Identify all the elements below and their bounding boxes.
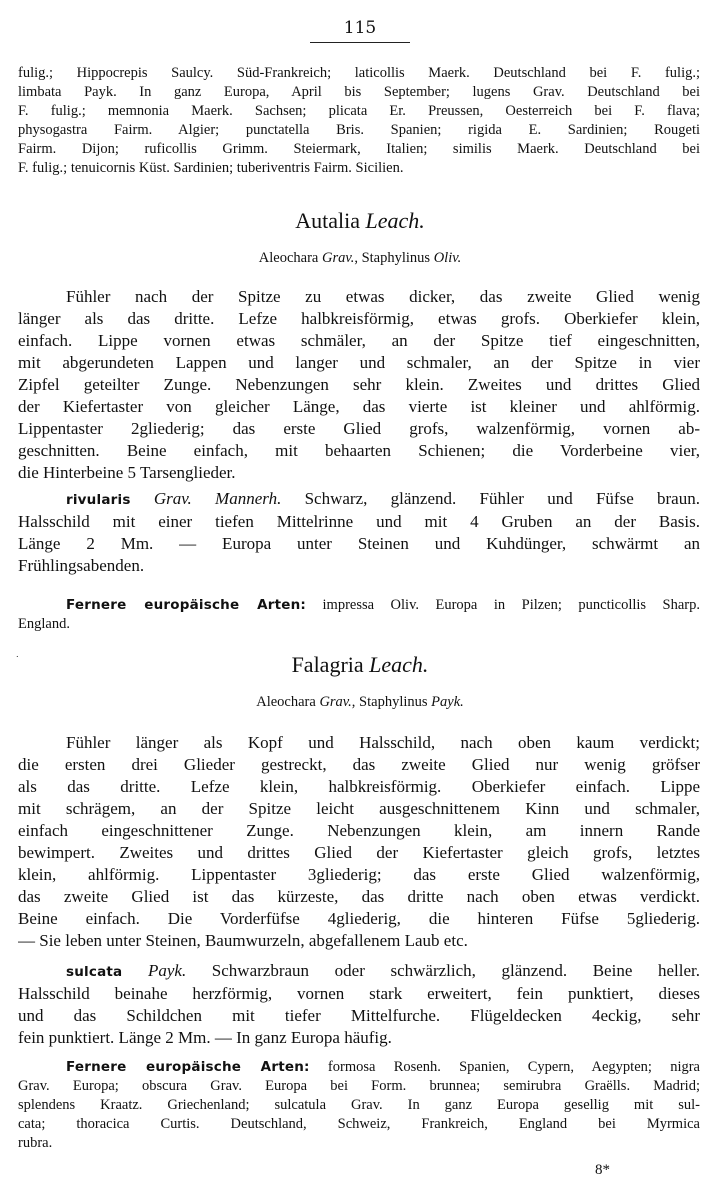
species-name: sulcata	[66, 964, 123, 980]
text-line: einfach. Lippe vornen etwas schmäler, an der Spitze tief eingeschnitten,	[18, 331, 700, 350]
synonym-text: Aleochara	[258, 250, 322, 266]
text-line: F. fulig.; tenuicornis Küst. Sardinien; tuberiventris Fairm. Sicilien.	[18, 160, 404, 176]
text-line: Beine einfach. Die Vorderfüfse 4gliederig, die hinteren Füfse 5gliederig.	[18, 909, 700, 928]
synonym-author: Oliv.	[433, 250, 462, 266]
synonym-text: , Staphylinus	[351, 694, 432, 710]
text-line: Fühler länger als Kopf und Halsschild, nach oben kaum verdickt;	[66, 733, 700, 752]
species-entry	[18, 488, 700, 577]
synonym-text: , Staphylinus	[354, 250, 434, 266]
text-line: der Kiefertaster von gleicher Länge, das vierte ist kleiner und ahlförmig.	[18, 397, 700, 416]
text-line: klein, ahlförmig. Lippentaster 3gliederig; das erste Glied walzenförmig,	[18, 865, 700, 884]
text-line	[18, 1058, 700, 1077]
text-line: Fairm. Dijon; ruficollis Grimm. Steiermark, Italien; similis Maerk. Deutschland bei	[18, 141, 700, 157]
text-line: geschnitten. Beine einfach, mit behaarten Schienen; die Vorderbeine vier,	[18, 441, 700, 460]
text-line: Länge 2 Mm. — Europa unter Steinen und Kuhdünger, schwärmt an	[18, 534, 700, 553]
text-line: als das dritte. Lefze klein, halbkreisförmig. Oberkiefer einfach. Lippe	[18, 777, 700, 796]
genus-description	[18, 732, 700, 952]
text-line: Zipfel geteilter Zunge. Nebenzungen sehr klein. Zweites und drittes Glied	[18, 375, 700, 394]
synonym-text: Aleochara	[256, 694, 320, 710]
species-entry	[18, 960, 700, 1049]
genus-description	[18, 286, 700, 484]
genus-synonyms	[0, 694, 720, 711]
text-line: England.	[18, 616, 70, 632]
other-species	[18, 1058, 700, 1153]
text-line: Grav. Europa; obscura Grav. Europa bei Form. brunnea; semirubra Graëlls. Madrid;	[18, 1078, 700, 1094]
text-line: mit schrägem, an der Spitze leicht ausgeschnittenem Kinn und schmaler,	[18, 799, 700, 818]
text-line: Fühler nach der Spitze zu etwas dicker, das zweite Glied wenig	[66, 287, 700, 306]
genus-author: Leach.	[369, 652, 429, 677]
page-number: 115	[343, 18, 377, 38]
text-line: die Hinterbeine 5 Tarsenglieder.	[18, 463, 236, 482]
text-line: die ersten drei Glieder gestreckt, das zweite Glied nur wenig gröfser	[18, 755, 700, 774]
species-text: Schwarz, glänzend. Fühler und Füfse braun.	[281, 489, 700, 508]
synonym-author: Grav.	[319, 694, 352, 710]
continued-species-list	[18, 64, 700, 178]
text-line	[18, 960, 700, 983]
text-line	[18, 596, 700, 615]
text-line: und das Schildchen mit tiefer Mittelfurche. Flügeldecken 4eckig, sehr	[18, 1006, 700, 1025]
text-line: Lippentaster 2gliederig; das erste Glied grofs, walzenförmig, vornen ab-	[18, 419, 700, 438]
synonym-author: Grav.	[321, 250, 355, 266]
header-rule	[310, 42, 410, 43]
text-line: mit abgerundeten Lappen und langer und schmaler, an der Spitze in vier	[18, 353, 700, 372]
species-author: Grav. Mannerh.	[153, 489, 282, 508]
text-line: limbata Payk. In ganz Europa, April bis September; lugens Grav. Deutschland bei	[18, 84, 700, 100]
text-line: splendens Kraatz. Griechenland; sulcatula Grav. In ganz Europa gesellig mit sul-	[18, 1097, 700, 1113]
genus-author: Leach.	[365, 208, 425, 233]
text-line: Frühlingsabenden.	[18, 556, 145, 575]
text-line: — Sie leben unter Steinen, Baumwurzeln, abgefallenem Laub etc.	[18, 931, 468, 950]
text-line	[18, 488, 700, 511]
text-line: einfach eingeschnittener Zunge. Nebenzungen klein, am innern Rande	[18, 821, 700, 840]
stray-mark: .	[16, 650, 19, 659]
other-species-text: impressa Oliv. Europa in Pilzen; puncticollis Sharp.	[306, 597, 700, 613]
text-line: rubra.	[18, 1135, 53, 1151]
text-line: physogastra Fairm. Algier; punctatella Bris. Spanien; rigida E. Sardinien; Rougeti	[18, 122, 700, 138]
other-species-text: formosa Rosenh. Spanien, Cypern, Aegypten; nigra	[309, 1059, 700, 1075]
genus-title-autalia	[0, 208, 720, 234]
text-line: Halsschild beinahe herzförmig, vornen stark erweitert, fein punktiert, dieses	[18, 984, 700, 1003]
genus-name: Autalia	[295, 208, 360, 233]
text-line: Halsschild mit einer tiefen Mittelrinne und mit 4 Gruben an der Basis.	[18, 512, 700, 531]
text-line: cata; thoracica Curtis. Deutschland, Schweiz, Frankreich, England bei Myrmica	[18, 1116, 700, 1132]
species-author: Payk.	[147, 961, 187, 980]
other-species	[18, 596, 700, 634]
synonym-author: Payk.	[431, 694, 464, 710]
other-species-label: Fernere europäische Arten:	[66, 1059, 310, 1075]
text-line: bewimpert. Zweites und drittes Glied der Kiefertaster gleich grofs, letztes	[18, 843, 700, 862]
species-text: Schwarzbraun oder schwärzlich, glänzend. Beine heller.	[186, 961, 700, 980]
signature-mark: 8*	[595, 1162, 610, 1178]
text-line: F. fulig.; memnonia Maerk. Sachsen; plicata Er. Preussen, Oesterreich bei F. flava;	[18, 103, 700, 119]
species-name: rivularis	[66, 492, 131, 508]
genus-name: Falagria	[291, 652, 364, 677]
text-line: länger als das dritte. Lefze halbkreisförmig, etwas grofs. Oberkiefer klein,	[18, 309, 700, 328]
text-line: fein punktiert. Länge 2 Mm. — In ganz Europa häufig.	[18, 1028, 392, 1047]
other-species-label: Fernere europäische Arten:	[66, 597, 307, 613]
text-line: fulig.; Hippocrepis Saulcy. Süd-Frankreich; laticollis Maerk. Deutschland bei F. fulig.;	[18, 65, 700, 81]
genus-title-falagria	[0, 652, 720, 678]
text-line: das zweite Glied ist das kürzeste, das dritte nach oben etwas verdickt.	[18, 887, 700, 906]
genus-synonyms	[0, 250, 720, 267]
